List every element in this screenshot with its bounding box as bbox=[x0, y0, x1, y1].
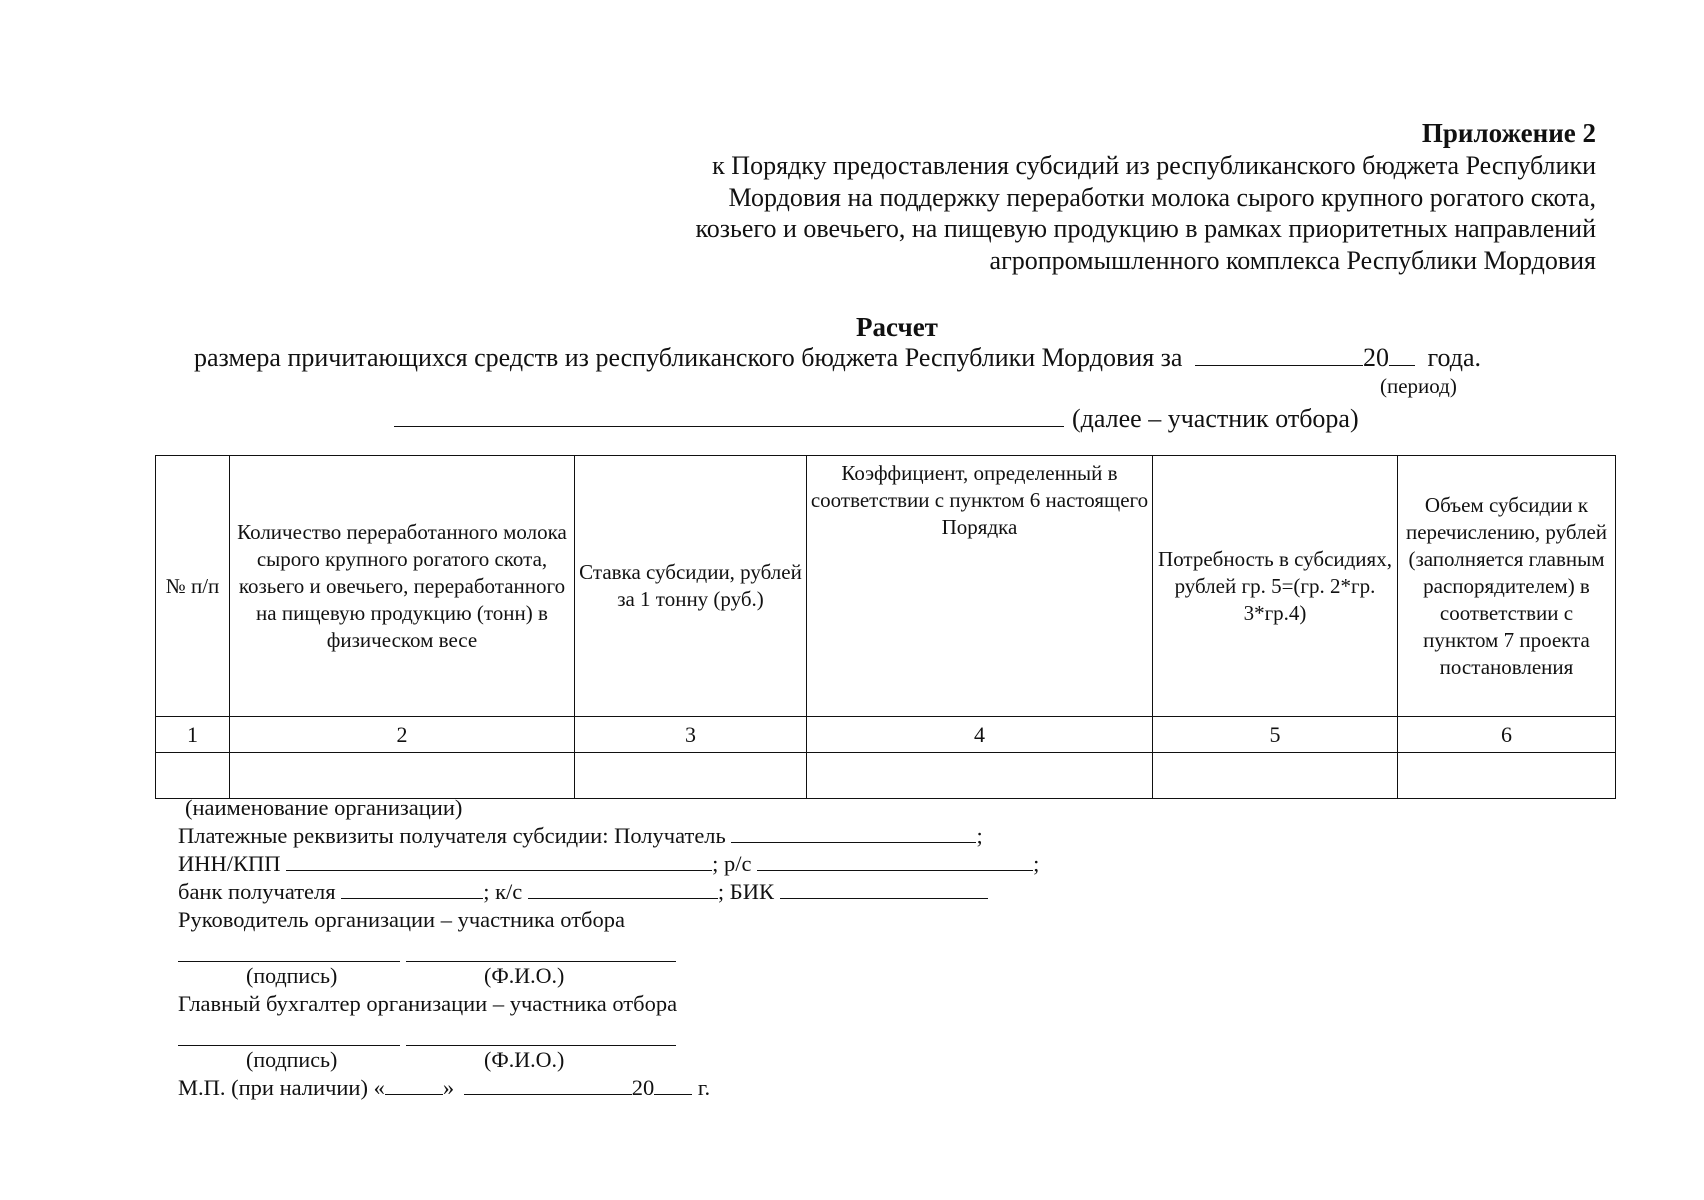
inn-kpp-field[interactable] bbox=[286, 850, 712, 871]
appendix-line-2: Мордовия на поддержку переработки молока сырого крупного рогатого скота, bbox=[728, 182, 1596, 212]
semicolon: ; bbox=[1033, 851, 1040, 876]
appendix-header bbox=[695, 116, 1596, 276]
calc-title: Расчет bbox=[856, 312, 938, 342]
header-cell-volume: Объем субсидии к перечислению, рублей (заполняется главным распорядителем) в соответствии с пунктом 7 проекта постановления bbox=[1398, 456, 1616, 717]
bank-field[interactable] bbox=[341, 878, 483, 899]
accountant-label: Главный бухгалтер организации – участника отбора bbox=[178, 991, 678, 1016]
data-cell[interactable] bbox=[807, 753, 1153, 799]
recipient-field[interactable] bbox=[731, 822, 976, 843]
header-cell-coefficient: Коэффициент, определенный в соответствии с пунктом 6 настоящего Порядка bbox=[807, 456, 1153, 717]
period-field[interactable] bbox=[1195, 343, 1363, 366]
payment-line bbox=[178, 822, 983, 850]
header-cell-rate: Ставка субсидии, рублей за 1 тонну (руб.) bbox=[575, 456, 807, 717]
calc-subtitle bbox=[194, 343, 1481, 373]
mp-quote-close: » bbox=[442, 1075, 455, 1100]
inn-line bbox=[178, 850, 1039, 878]
bik-field[interactable] bbox=[780, 878, 988, 899]
bank-label: банк получателя bbox=[178, 879, 336, 904]
bank-line bbox=[178, 878, 988, 906]
column-number-1: 1 bbox=[156, 717, 230, 753]
rs-label: ; р/с bbox=[712, 851, 752, 876]
column-number-2: 2 bbox=[230, 717, 575, 753]
appendix-line-1: к Порядку предоставления субсидий из республиканского бюджета Республики bbox=[712, 151, 1596, 180]
ks-label: ; к/с bbox=[483, 879, 523, 904]
participant-suffix: (далее – участник отбора) bbox=[1072, 404, 1359, 433]
bik-label: ; БИК bbox=[717, 879, 774, 904]
appendix-line-4: агропромышленного комплекса Республики Мордовия bbox=[989, 245, 1596, 275]
year-field[interactable] bbox=[1389, 343, 1415, 366]
table-header-row bbox=[156, 456, 1616, 717]
org-name-caption: (наименование организации) bbox=[185, 795, 463, 820]
accountant-fio-caption: (Ф.И.О.) bbox=[484, 1047, 565, 1072]
year-suffix: года. bbox=[1427, 343, 1482, 372]
participant-line bbox=[394, 402, 1359, 434]
appendix-title: Приложение 2 bbox=[1421, 118, 1596, 148]
mp-year: 20 bbox=[631, 1075, 655, 1100]
calc-subtitle-text: размера причитающихся средств из республиканского бюджета Республики Мордовия за bbox=[194, 343, 1183, 372]
corr-account-field[interactable] bbox=[528, 878, 718, 899]
mp-suffix: г. bbox=[697, 1075, 711, 1100]
calculation-table bbox=[155, 455, 1616, 799]
column-number-5: 5 bbox=[1153, 717, 1398, 753]
mp-year-field[interactable] bbox=[654, 1074, 692, 1095]
data-cell[interactable] bbox=[230, 753, 575, 799]
day-field[interactable] bbox=[385, 1074, 443, 1095]
data-cell[interactable] bbox=[156, 753, 230, 799]
account-field[interactable] bbox=[757, 850, 1033, 871]
period-caption: (период) bbox=[1380, 374, 1457, 398]
head-signature-caption: (подпись) bbox=[246, 963, 338, 988]
head-fio-caption: (Ф.И.О.) bbox=[484, 963, 565, 988]
column-number-3: 3 bbox=[575, 717, 807, 753]
head-label: Руководитель организации – участника отбора bbox=[178, 907, 625, 932]
participant-name-field[interactable] bbox=[394, 402, 1064, 427]
table-row bbox=[156, 753, 1616, 799]
column-number-6: 6 bbox=[1398, 717, 1616, 753]
appendix-line-3: козьего и овечьего, на пищевую продукцию в рамках приоритетных направлений bbox=[695, 214, 1596, 243]
mp-label: М.П. (при наличии) « bbox=[178, 1075, 385, 1100]
month-field[interactable] bbox=[464, 1074, 632, 1095]
header-cell-need: Потребность в субсидиях, рублей гр. 5=(гр. 2*гр. 3*гр.4) bbox=[1153, 456, 1398, 717]
header-cell-number: № п/п bbox=[156, 456, 230, 717]
data-cell[interactable] bbox=[1398, 753, 1616, 799]
column-number-4: 4 bbox=[807, 717, 1153, 753]
semicolon: ; bbox=[976, 823, 983, 848]
header-cell-quantity: Количество переработанного молока сырого крупного рогатого скота, козьего и овечьего, переработанного на пищевую продукцию (тонн) в физическом весе bbox=[230, 456, 575, 717]
data-cell[interactable] bbox=[575, 753, 807, 799]
accountant-signature-caption: (подпись) bbox=[246, 1047, 338, 1072]
payment-label: Платежные реквизиты получателя субсидии: Получатель bbox=[178, 823, 726, 848]
stamp-date-line bbox=[178, 1074, 710, 1102]
year-prefix: 20 bbox=[1362, 343, 1389, 372]
inn-label: ИНН/КПП bbox=[178, 851, 281, 876]
table-number-row bbox=[156, 717, 1616, 753]
data-cell[interactable] bbox=[1153, 753, 1398, 799]
